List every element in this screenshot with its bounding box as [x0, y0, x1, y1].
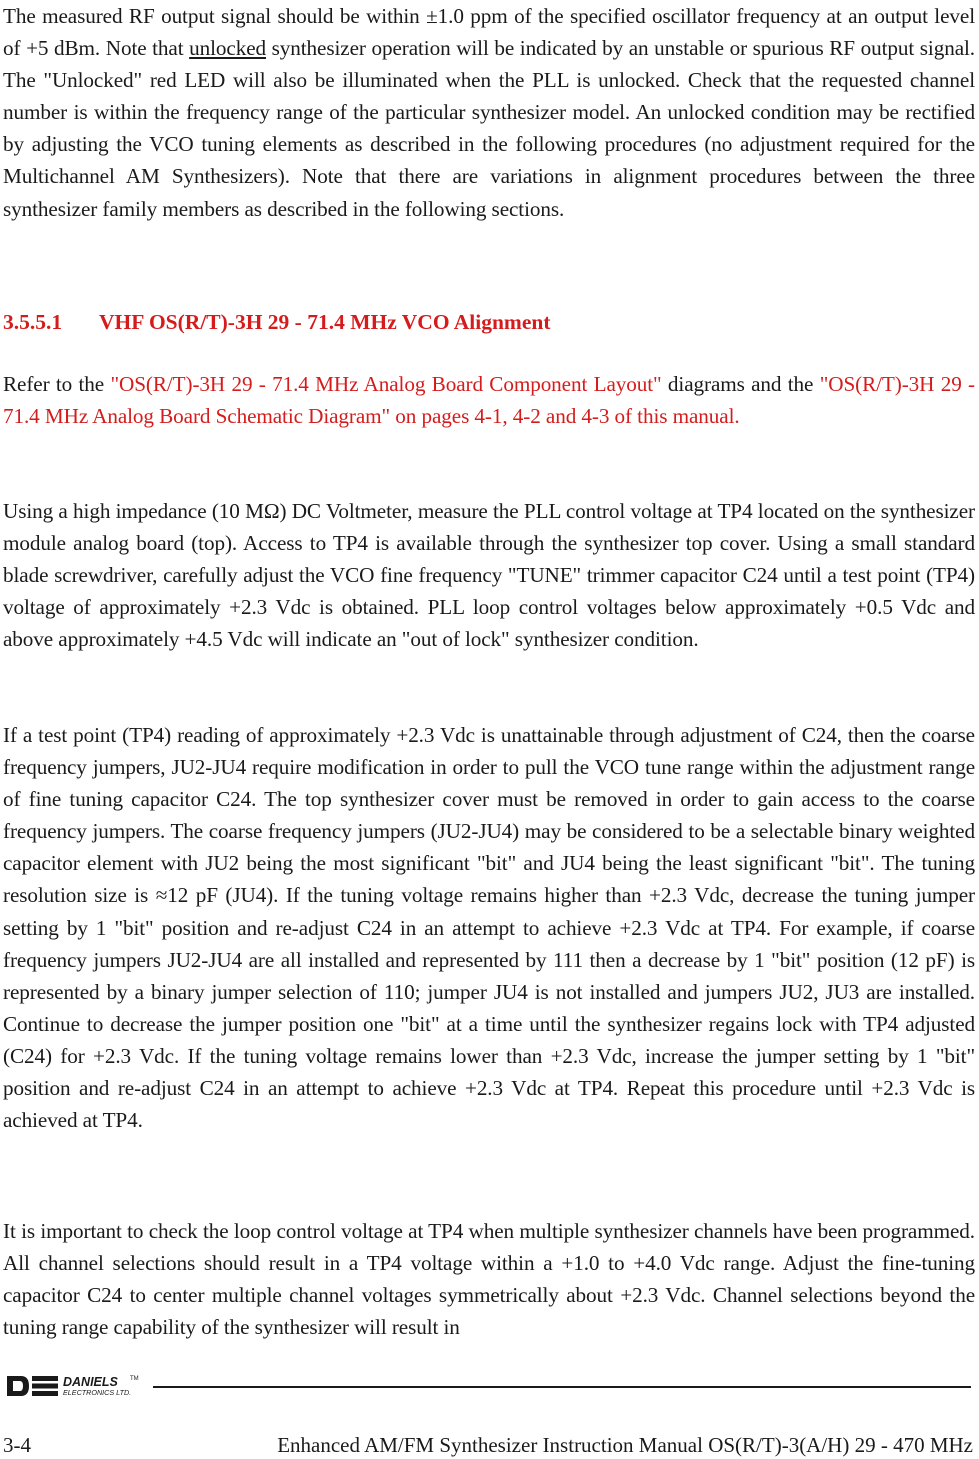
- section-title: VHF OS(R/T)-3H 29 - 71.4 MHz VCO Alignment: [99, 310, 551, 334]
- section-heading: [3, 306, 975, 338]
- voltmeter-paragraph: Using a high impedance (10 MΩ) DC Voltmeter, measure the PLL control voltage at TP4 located on the synthesizer module analog board (top). Access to TP4 is available through the synthesizer top cover. Using a small standard blade screwdriver, carefully adjust the VCO fine frequency "TUNE" trimmer capacitor C24 until a test point (TP4) voltage of approximately +2.3 Vdc is obtained. PLL loop control voltages below approximately +0.5 Vdc and above approximately +4.5 Vdc will indicate an "out of lock" synthesizer condition.: [3, 499, 975, 652]
- coarse-jumper-paragraph: If a test point (TP4) reading of approximately +2.3 Vdc is unattainable through adjustment of C24, then the coarse frequency jumpers, JU2-JU4 require modification in order to pull the VCO tune range within the adjustment range of fine tuning capacitor C24. The top synthesizer cover must be removed in order to gain access to the coarse frequency jumpers. The coarse frequency jumpers (JU2-JU4) may be considered to be a selectable binary weighted capacitor element with JU2 being the most significant "bit" and JU4 being the least significant "bit". The tuning resolution size is ≈12 pF (JU4). If the tuning voltage remains higher than +2.3 Vdc, decrease the tuning jumper setting by 1 "bit" position and re-adjust C24 in an attempt to achieve +2.3 Vdc at TP4. For example, if coarse frequency jumpers JU2-JU4 are all installed and represented by 111 then a decrease by 1 "bit" position (12 pF) is represented by a binary jumper selection of 110; jumper JU4 is not installed and jumpers JU2, JU3 are installed. Continue to decrease the jumper position one "bit" at a time until the synthesizer regains lock with TP4 adjusted (C24) for +2.3 Vdc. If the tuning voltage remains lower than +2.3 Vdc, increase the jumper setting by 1 "bit" position and re-adjust C24 in an attempt to achieve +2.3 Vdc at TP4. Repeat this procedure until +2.3 Vdc is achieved at TP4.: [3, 723, 975, 1133]
- logo-subtitle-text: ELECTRONICS LTD.: [63, 1388, 132, 1397]
- component-layout-reference: "OS(R/T)-3H 29 - 71.4 MHz Analog Board Component Layout": [110, 372, 662, 396]
- intro-text-end: synthesizer operation will be indicated by an unstable or spurious RF output signal. The "Unlocked" red LED will also be illuminated when the PLL is unlocked. Check that the requested channel number is within the frequency range of the particular synthesizer model. An unlocked condition may be rectified by adjusting the VCO tuning elements as described in the following procedures (no adjustment required for the Multichannel AM Synthesizers). Note that there are variations in alignment procedures between the three synthesizer family members as described in the following sections.: [3, 36, 975, 221]
- logo-e-bar-top: [32, 1376, 58, 1381]
- logo-e-bar-bottom: [32, 1391, 58, 1396]
- schematic-diagram-reference: "OS(R/T)-3H 29 - 71.4 MHz Analog Board Schematic Diagram" on pages 4-1, 4-2 and 4-3 of this manual.: [3, 372, 975, 429]
- multichannel-paragraph: It is important to check the loop control voltage at TP4 when multiple synthesizer channels have been programmed. All channel selections should result in a TP4 voltage within a +1.0 to +4.0 Vdc range. Adjust the fine-tuning capacitor C24 to center multiple channel voltages symmetrically about +2.3 Vdc. Channel selections beyond the tuning range capability of the synthesizer will result in: [3, 1219, 975, 1340]
- document-title: Enhanced AM/FM Synthesizer Instruction Manual OS(R/T)-3(A/H) 29 - 470 MHz: [277, 1433, 973, 1457]
- logo-tm-text: TM: [130, 1376, 139, 1382]
- footer-rule: [153, 1386, 971, 1388]
- daniels-logo: [5, 1372, 151, 1400]
- reference-paragraph: [3, 368, 975, 432]
- reference-text-start: Refer to the: [3, 372, 111, 396]
- logo-brand-text: DANIELS: [63, 1375, 118, 1389]
- reference-text-middle: diagrams and the: [661, 372, 820, 396]
- logo-d-mark: [7, 1376, 29, 1396]
- intro-paragraph: [3, 0, 975, 225]
- intro-text-start: The measured RF output signal should be within ±1.0 ppm of the specified oscillator frequency at an output level of +5 dBm. Note that: [3, 4, 975, 61]
- unlocked-underlined-word: unlocked: [189, 36, 267, 61]
- page-number: 3-4: [3, 1433, 31, 1457]
- logo-e-bar-middle: [32, 1384, 58, 1389]
- section-number: 3.5.5.1: [3, 310, 63, 334]
